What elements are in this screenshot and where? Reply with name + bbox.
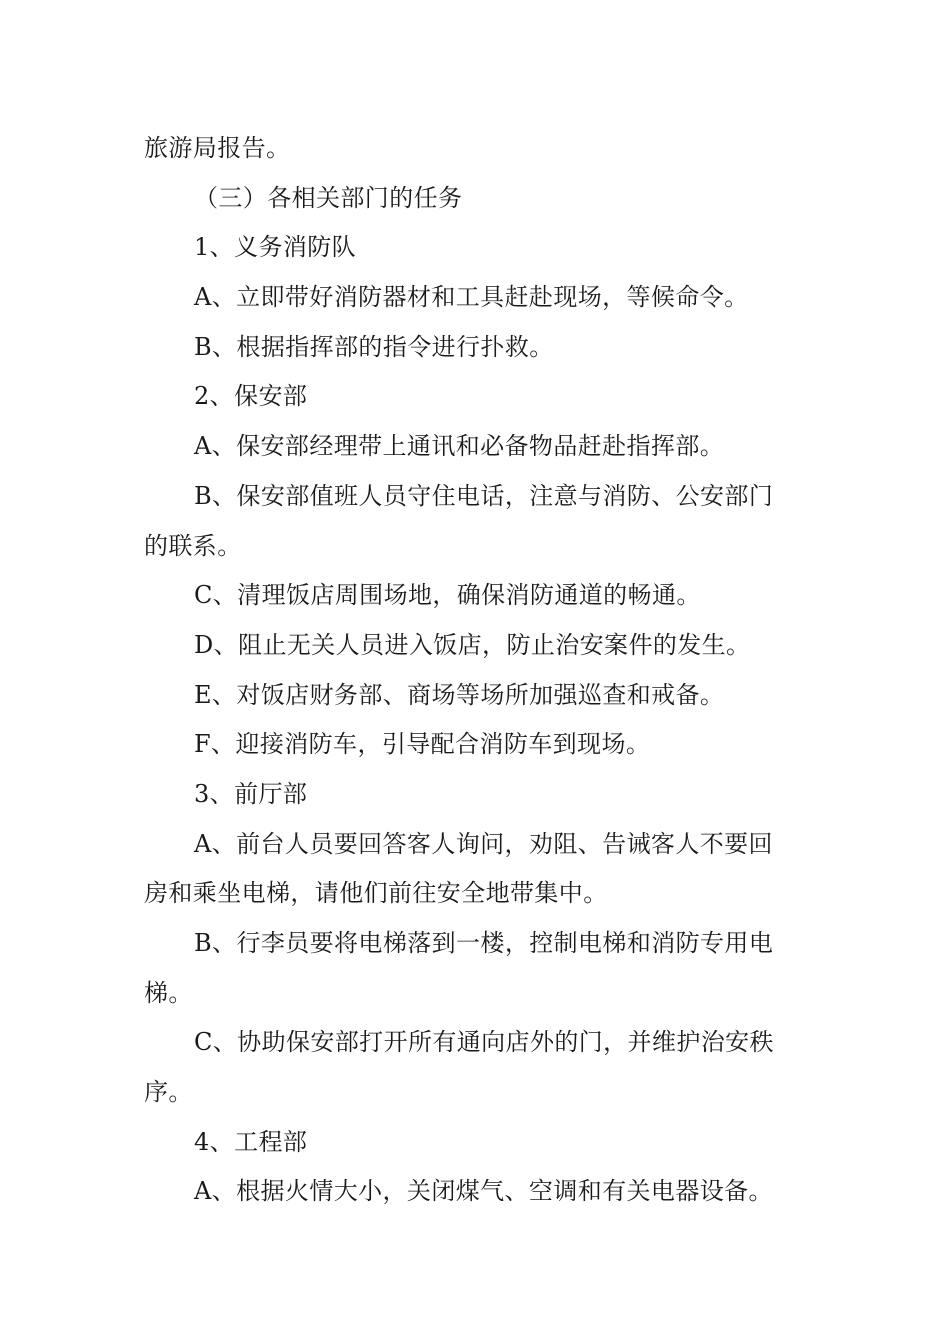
list-item-continuation: 序。 bbox=[144, 1078, 193, 1107]
list-item-continuation: 梯。 bbox=[144, 978, 193, 1007]
subsection-heading: 1、义务消防队 bbox=[194, 233, 357, 262]
list-item: F、迎接消防车，引导配合消防车到现场。 bbox=[194, 730, 651, 759]
subsection-heading: 2、保安部 bbox=[194, 382, 308, 411]
subsection-heading: 4、工程部 bbox=[194, 1127, 308, 1156]
list-item: D、阻止无关人员进入饭店，防止治安案件的发生。 bbox=[194, 630, 751, 659]
list-item: A、立即带好消防器材和工具赶赴现场，等候命令。 bbox=[194, 283, 749, 312]
text-line-continuation: 旅游局报告。 bbox=[144, 134, 291, 162]
list-item: E、对饭店财务部、商场等场所加强巡查和戒备。 bbox=[194, 680, 725, 709]
list-item: A、前台人员要回答客人询问，劝阻、告诫客人不要回 bbox=[194, 829, 773, 858]
section-heading: （三）各相关部门的任务 bbox=[194, 183, 463, 212]
list-item: C、协助保安部打开所有通向店外的门，并维护治安秩 bbox=[194, 1028, 774, 1057]
subsection-heading: 3、前厅部 bbox=[194, 779, 308, 808]
list-item: C、清理饭店周围场地，确保消防通道的畅通。 bbox=[194, 581, 701, 610]
list-item: B、根据指挥部的指令进行扑救。 bbox=[194, 332, 554, 361]
list-item-continuation: 的联系。 bbox=[144, 531, 242, 560]
list-item-continuation: 房和乘坐电梯，请他们前往安全地带集中。 bbox=[144, 879, 608, 908]
list-item: A、根据火情大小，关闭煤气、空调和有关电器设备。 bbox=[194, 1177, 773, 1206]
list-item: B、行李员要将电梯落到一楼，控制电梯和消防专用电 bbox=[194, 929, 774, 957]
list-item: B、保安部值班人员守住电话，注意与消防、公安部门 bbox=[194, 481, 774, 510]
document-body bbox=[144, 124, 814, 1217]
list-item: A、保安部经理带上通讯和必备物品赶赴指挥部。 bbox=[194, 432, 725, 461]
